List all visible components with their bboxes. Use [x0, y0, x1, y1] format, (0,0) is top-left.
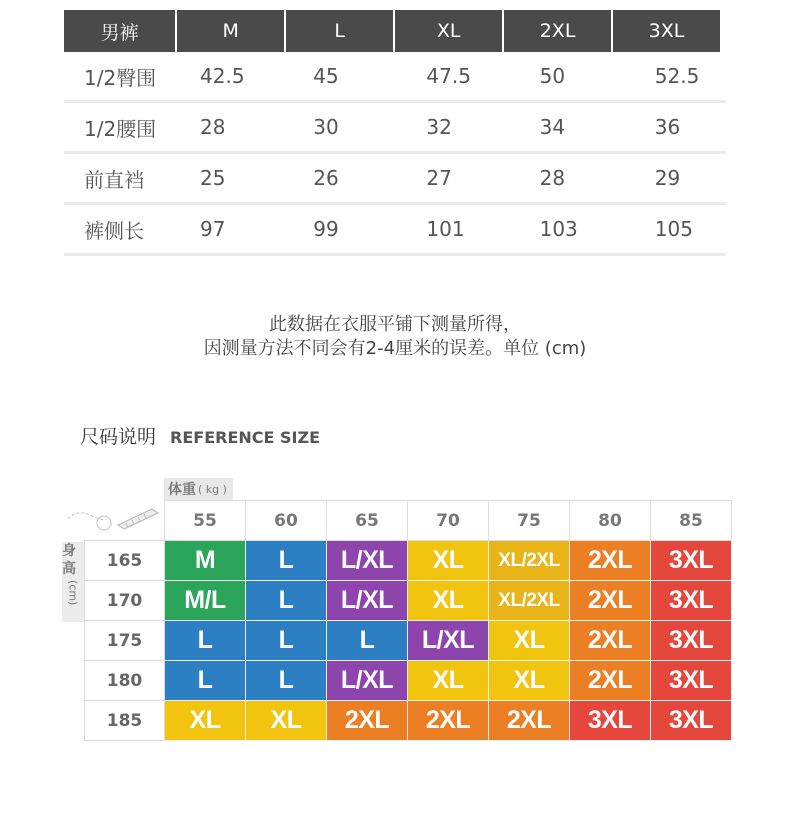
height-cell: 170 — [85, 581, 165, 621]
size-cell: 3XL — [570, 701, 651, 741]
table-cell: 29 — [654, 166, 681, 190]
size-cell: M/L — [165, 581, 246, 621]
weight-cell: 55 — [165, 501, 246, 541]
table-row-hip — [64, 52, 726, 103]
weight-cell: 75 — [489, 501, 570, 541]
height-cell: 165 — [85, 541, 165, 581]
size-cell: 2XL — [489, 701, 570, 741]
size-cell: 2XL — [408, 701, 489, 741]
height-label — [62, 542, 84, 622]
size-cell: L — [246, 581, 327, 621]
size-cell: 2XL — [570, 621, 651, 661]
table-cell: 32 — [426, 115, 452, 139]
weight-label — [164, 478, 233, 500]
height-cell: 175 — [85, 621, 165, 661]
size-cell: L/XL — [327, 581, 408, 621]
row-label: 1/2腰围 — [84, 116, 157, 141]
size-cell: 2XL — [570, 581, 651, 621]
row-label: 前直裆 — [84, 167, 144, 192]
height-row — [85, 621, 732, 661]
table-cell: 50 — [539, 64, 566, 88]
height-row — [85, 661, 732, 701]
row-label: 1/2臀围 — [84, 65, 157, 90]
size-cell: XL — [489, 661, 570, 701]
table-cell: 42.5 — [200, 64, 245, 88]
size-cell: 2XL — [570, 541, 651, 581]
size-cell: L — [327, 621, 408, 661]
size-cell: 3XL — [651, 541, 732, 581]
table-cell: 45 — [313, 64, 339, 88]
weight-cell: 60 — [246, 501, 327, 541]
weight-cell: 70 — [408, 501, 489, 541]
table-cell: 25 — [200, 166, 226, 190]
size-table-header — [64, 10, 726, 52]
row-label: 裤侧长 — [84, 218, 144, 243]
table-cell: 27 — [426, 166, 452, 190]
size-cell: XL — [489, 621, 570, 661]
header-cell-l: L — [286, 10, 393, 52]
height-unit: (cm) — [66, 580, 80, 606]
table-cell: 28 — [539, 166, 566, 190]
table-cell: 47.5 — [426, 64, 471, 88]
weight-cell: 80 — [570, 501, 651, 541]
table-cell: 97 — [200, 217, 226, 241]
measurement-note — [0, 313, 790, 361]
table-cell: 28 — [200, 115, 226, 139]
size-cell: 3XL — [651, 661, 732, 701]
table-cell: 99 — [313, 217, 339, 241]
note-line-1: 此数据在衣服平铺下测量所得， — [269, 314, 521, 335]
weight-cell: 85 — [651, 501, 732, 541]
header-cell-m: M — [177, 10, 284, 52]
size-cell: 2XL — [570, 661, 651, 701]
size-cell: XL — [246, 701, 327, 741]
size-cell: 2XL — [327, 701, 408, 741]
size-cell: L/XL — [408, 621, 489, 661]
reference-heading — [80, 422, 320, 449]
table-cell: 30 — [313, 115, 339, 139]
size-cell: L — [246, 621, 327, 661]
size-cell: M — [165, 541, 246, 581]
size-cell: XL — [408, 661, 489, 701]
size-cell: XL — [165, 701, 246, 741]
table-cell: 36 — [654, 115, 681, 139]
size-cell: L — [165, 621, 246, 661]
table-cell: 26 — [313, 166, 339, 190]
height-row — [85, 701, 732, 741]
size-cell: L — [246, 661, 327, 701]
size-cell: XL/2XL — [489, 581, 570, 621]
reference-title-en: REFERENCE SIZE — [170, 428, 321, 447]
reference-size-grid — [84, 500, 732, 741]
header-cell-3xl: 3XL — [613, 10, 720, 52]
size-cell: L — [246, 541, 327, 581]
table-cell: 52.5 — [654, 64, 700, 88]
size-cell: L/XL — [327, 661, 408, 701]
size-cell: L/XL — [327, 541, 408, 581]
size-cell: L — [165, 661, 246, 701]
size-cell: 3XL — [651, 621, 732, 661]
height-cell: 185 — [85, 701, 165, 741]
header-cell-2xl: 2XL — [504, 10, 611, 52]
size-cell: XL — [408, 541, 489, 581]
header-cell-xl: XL — [395, 10, 502, 52]
table-cell: 103 — [539, 217, 578, 241]
table-cell: 34 — [539, 115, 566, 139]
size-cell: 3XL — [651, 701, 732, 741]
height-label-text: 身高 — [62, 543, 76, 577]
height-cell: 180 — [85, 661, 165, 701]
weight-label-text: 体重 — [168, 482, 196, 498]
size-table — [64, 10, 726, 256]
reference-title-zh: 尺码说明 — [80, 426, 157, 448]
table-row-front-rise — [64, 154, 726, 205]
table-row-outseam — [64, 205, 726, 256]
table-cell: 101 — [426, 217, 465, 241]
weight-cell: 65 — [327, 501, 408, 541]
note-line-2: 因测量方法不同会有2-4厘米的误差。单位 (cm) — [203, 338, 587, 359]
height-row — [85, 541, 732, 581]
size-cell: 3XL — [651, 581, 732, 621]
size-cell: XL — [408, 581, 489, 621]
grid-corner — [85, 501, 165, 541]
table-cell: 105 — [654, 217, 693, 241]
size-cell: XL/2XL — [489, 541, 570, 581]
weight-unit: ( kg ) — [198, 482, 227, 496]
header-cell-category: 男裤 — [64, 10, 175, 52]
weight-header-row — [85, 501, 732, 541]
height-row — [85, 581, 732, 621]
table-row-waist — [64, 103, 726, 154]
